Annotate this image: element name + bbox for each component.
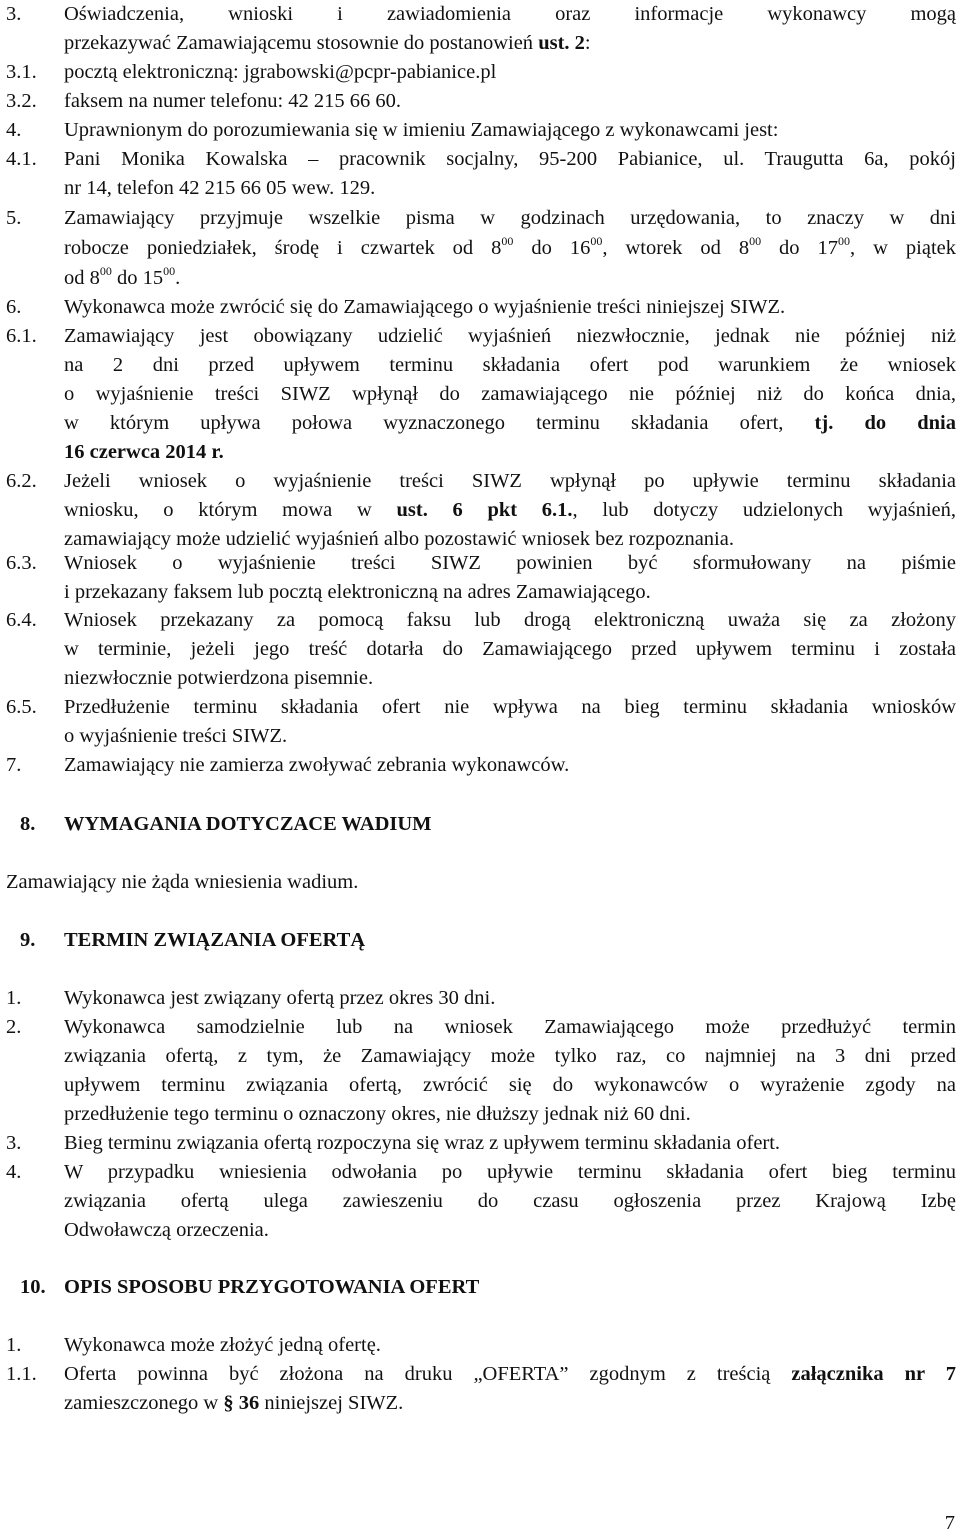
item-number: 7. xyxy=(6,754,22,776)
text-line: Pani Monika Kowalska – pracownik socjalny, 95-200 Pabianice, ul. Traugutta 6a, pokój xyxy=(64,148,956,170)
section-number: 8. xyxy=(20,813,36,835)
text-line: zamawiający może udzielić wyjaśnień albo pozostawić wniosek bez rozpoznania. xyxy=(64,528,734,550)
item-number: 6. xyxy=(6,296,22,318)
item-number: 1. xyxy=(6,1334,22,1356)
text-line: przedłużenie tego terminu o oznaczony okres, nie dłuższy jednak niż 60 dni. xyxy=(64,1103,691,1125)
page-number: 7 xyxy=(944,1512,955,1534)
section-number: 10. xyxy=(20,1276,46,1298)
section-title: OPIS SPOSOBU PRZYGOTOWANIA OFERT xyxy=(64,1276,480,1298)
text-line: Wniosek o wyjaśnienie treści SIWZ powinien być sformułowany na piśmie xyxy=(64,552,956,574)
text-line: Zamawiający przyjmuje wszelkie pisma w godzinach urzędowania, to znaczy w dni xyxy=(64,207,956,229)
text-line: Wniosek przekazany za pomocą faksu lub drogą elektroniczną uważa się za złożony xyxy=(64,609,956,631)
text-line: W przypadku wniesienia odwołania po upływie terminu składania ofert bieg terminu xyxy=(64,1161,956,1183)
text-line: o wyjaśnienie treści SIWZ wpłynął do zamawiającego nie później niż do końca dnia, xyxy=(64,383,956,405)
item-number: 4. xyxy=(6,1161,22,1183)
item-number: 4. xyxy=(6,119,22,141)
deadline-date: 16 czerwca 2014 r. xyxy=(64,441,224,463)
item-number: 5. xyxy=(6,207,22,229)
section-title: TERMIN ZWIĄZANIA OFERTĄ xyxy=(64,929,366,951)
item-number: 4.1. xyxy=(6,148,37,170)
item-number: 6.1. xyxy=(6,325,37,347)
section-title: WYMAGANIA DOTYCZACE WADIUM xyxy=(64,813,432,835)
text-line: Odwoławczą orzeczenia. xyxy=(64,1219,269,1241)
item-number: 6.3. xyxy=(6,552,37,574)
text-line: Zamawiający nie zamierza zwoływać zebrania wykonawców. xyxy=(64,754,570,776)
text-line: upływem terminu związania ofertą, zwrócić się do wykonawców o wyrażenie zgody na xyxy=(64,1074,956,1096)
text-line: faksem na numer telefonu: 42 215 66 60. xyxy=(64,90,402,112)
section-number: 9. xyxy=(20,929,36,951)
text-line: Wykonawca samodzielnie lub na wniosek Zamawiającego może przedłużyć termin xyxy=(64,1016,956,1038)
section-body: Zamawiający nie żąda wniesienia wadium. xyxy=(6,871,359,893)
item-number: 3. xyxy=(6,1132,22,1154)
item-number: 6.2. xyxy=(6,470,37,492)
text-line: wniosku, o którym mowa w ust. 6 pkt 6.1., lub dotyczy udzielonych wyjaśnień, xyxy=(64,499,956,521)
text-line: i przekazany faksem lub pocztą elektroniczną na adres Zamawiającego. xyxy=(64,581,651,603)
text-line: związania ofertą, z tym, że Zamawiający może tylko raz, co najmniej na 3 dni przed xyxy=(64,1045,956,1067)
text-line-friday: od $8^{00}$ do $15^{00}$. xyxy=(64,264,181,289)
text-line: Uprawnionym do porozumiewania się w imieniu Zamawiającego z wykonawcami jest: xyxy=(64,119,779,141)
text-line-hours: robocze poniedziałek, środę i czwartek od $8^{00}$ do $16^{00}$, wtorek od $8^{00}$ do $17^{00}$, w piątek xyxy=(64,234,956,259)
text-line: Zamawiający jest obowiązany udzielić wyjaśnień niezwłocznie, jednak nie później niż xyxy=(64,325,956,347)
text-line: Bieg terminu związania ofertą rozpoczyna się wraz z upływem terminu składania ofert. xyxy=(64,1132,781,1154)
text-line: przekazywać Zamawiającemu stosownie do postanowień ust. 2: xyxy=(64,32,591,54)
item-number: 1.1. xyxy=(6,1363,37,1385)
item-number: 3.2. xyxy=(6,90,37,112)
item-number: 2. xyxy=(6,1016,22,1038)
text-line: w terminie, jeżeli jego treść dotarła do Zamawiającego przed upływem terminu i została xyxy=(64,638,956,660)
text-line: niezwłocznie potwierdzona pisemnie. xyxy=(64,667,374,689)
text-line: zamieszczonego w § 36 niniejszej SIWZ. xyxy=(64,1392,404,1414)
text-line: Oferta powinna być złożona na druku „OFERTA” zgodnym z treścią załącznika nr 7 xyxy=(64,1363,956,1385)
text-line: nr 14, telefon 42 215 66 05 wew. 129. xyxy=(64,177,376,199)
item-text xyxy=(64,0,956,58)
text-line: Wykonawca może złożyć jedną ofertę. xyxy=(64,1334,381,1356)
text-line: w którym upływa połowa wyznaczonego terminu składania ofert, tj. do dnia xyxy=(64,412,956,434)
text-line: Oświadczenia, wnioski i zawiadomienia oraz informacje wykonawcy mogą xyxy=(64,3,956,25)
text-line: Jeżeli wniosek o wyjaśnienie treści SIWZ wpłynął po upływie terminu składania xyxy=(64,470,956,492)
text-line: związania ofertą ulega zawieszeniu do czasu ogłoszenia przez Krajową Izbę xyxy=(64,1190,956,1212)
email-link[interactable]: pocztą elektroniczną: jgrabowski@pcpr-pabianice.pl xyxy=(64,61,497,83)
text-line: Przedłużenie terminu składania ofert nie wpływa na bieg terminu składania wniosków xyxy=(64,696,956,718)
item-number: 6.4. xyxy=(6,609,37,631)
item-number: 3.1. xyxy=(6,61,37,83)
text-line: Wykonawca jest związany ofertą przez okres 30 dni. xyxy=(64,987,496,1009)
text-line: o wyjaśnienie treści SIWZ. xyxy=(64,725,288,747)
text-line: Wykonawca może zwrócić się do Zamawiającego o wyjaśnienie treści niniejszej SIWZ. xyxy=(64,296,786,318)
item-number: 1. xyxy=(6,987,22,1009)
text-line: na 2 dni przed upływem terminu składania ofert pod warunkiem że wniosek xyxy=(64,354,956,376)
item-number: 3. xyxy=(6,3,22,25)
item-number: 6.5. xyxy=(6,696,37,718)
